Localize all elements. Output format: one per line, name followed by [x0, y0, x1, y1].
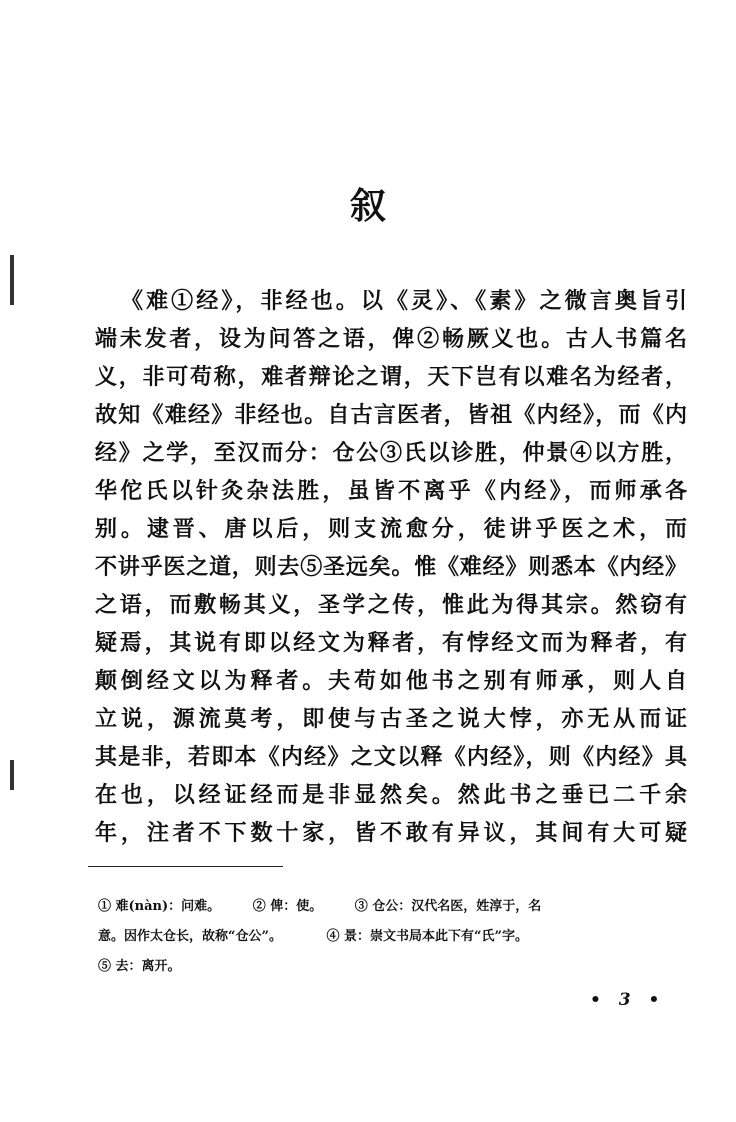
- body-line: 立说，源流莫考，即使与古圣之说大悖，亦无从而证: [95, 706, 687, 732]
- page-title: 叙: [349, 185, 386, 227]
- footnote: ① 难(nàn)：问难。: [98, 899, 221, 914]
- body-line: 不讲乎医之道，则去⑤圣远矣。惟《难经》则悉本《内经》: [95, 554, 687, 580]
- body-line: 疑焉，其说有即以经文为释者，有悖经文而为释者，有: [95, 630, 687, 656]
- body-text: [95, 282, 687, 852]
- body-line: 别。逮晋、唐以后，则支流愈分，徒讲乎医之术，而: [95, 516, 687, 542]
- body-line: 在也，以经证经而是非显然矣。然此书之垂已二千余: [95, 782, 687, 808]
- scan-mark: [10, 255, 14, 305]
- body-line: 端未发者，设为问答之语，俾②畅厥义也。古人书篇名: [95, 326, 687, 352]
- body-line: 故知《难经》非经也。自古言医者，皆祖《内经》，而《内: [95, 402, 687, 428]
- body-line: 经》之学，至汉而分：仓公③氏以诊胜，仲景④以方胜，: [95, 440, 687, 466]
- body-line: 年，注者不下数十家，皆不敢有异议，其间有大可疑: [95, 820, 687, 846]
- footnote: ④ 景：崇文书局本此下有“氏”字。: [326, 929, 528, 944]
- body-line: 《难①经》，非经也。以《灵》、《素》之微言奥旨引: [121, 288, 687, 314]
- footnote: ② 俾：使。: [252, 899, 323, 914]
- footnote: ⑤ 去：离开。: [98, 959, 181, 974]
- scan-mark: [10, 760, 14, 790]
- footnote: ③ 仓公：汉代名医，姓淳于，名: [354, 899, 542, 914]
- body-line: 其是非，若即本《内经》之文以释《内经》，则《内经》具: [95, 744, 687, 770]
- footnotes: [98, 892, 658, 982]
- footnote: 意。因作太仓长，故称“仓公”。: [98, 929, 282, 944]
- page-number: • 3 •: [590, 990, 666, 1010]
- body-line: 华佗氏以针灸杂法胜，虽皆不离乎《内经》，而师承各: [95, 478, 687, 504]
- body-line: 之语，而敷畅其义，圣学之传，惟此为得其宗。然窃有: [95, 592, 687, 618]
- footnote-divider: [88, 866, 283, 867]
- body-line: 颠倒经文以为释者。夫苟如他书之别有师承，则人自: [95, 668, 687, 694]
- body-line: 义，非可苟称，难者辩论之谓，天下岂有以难名为经者，: [95, 364, 687, 390]
